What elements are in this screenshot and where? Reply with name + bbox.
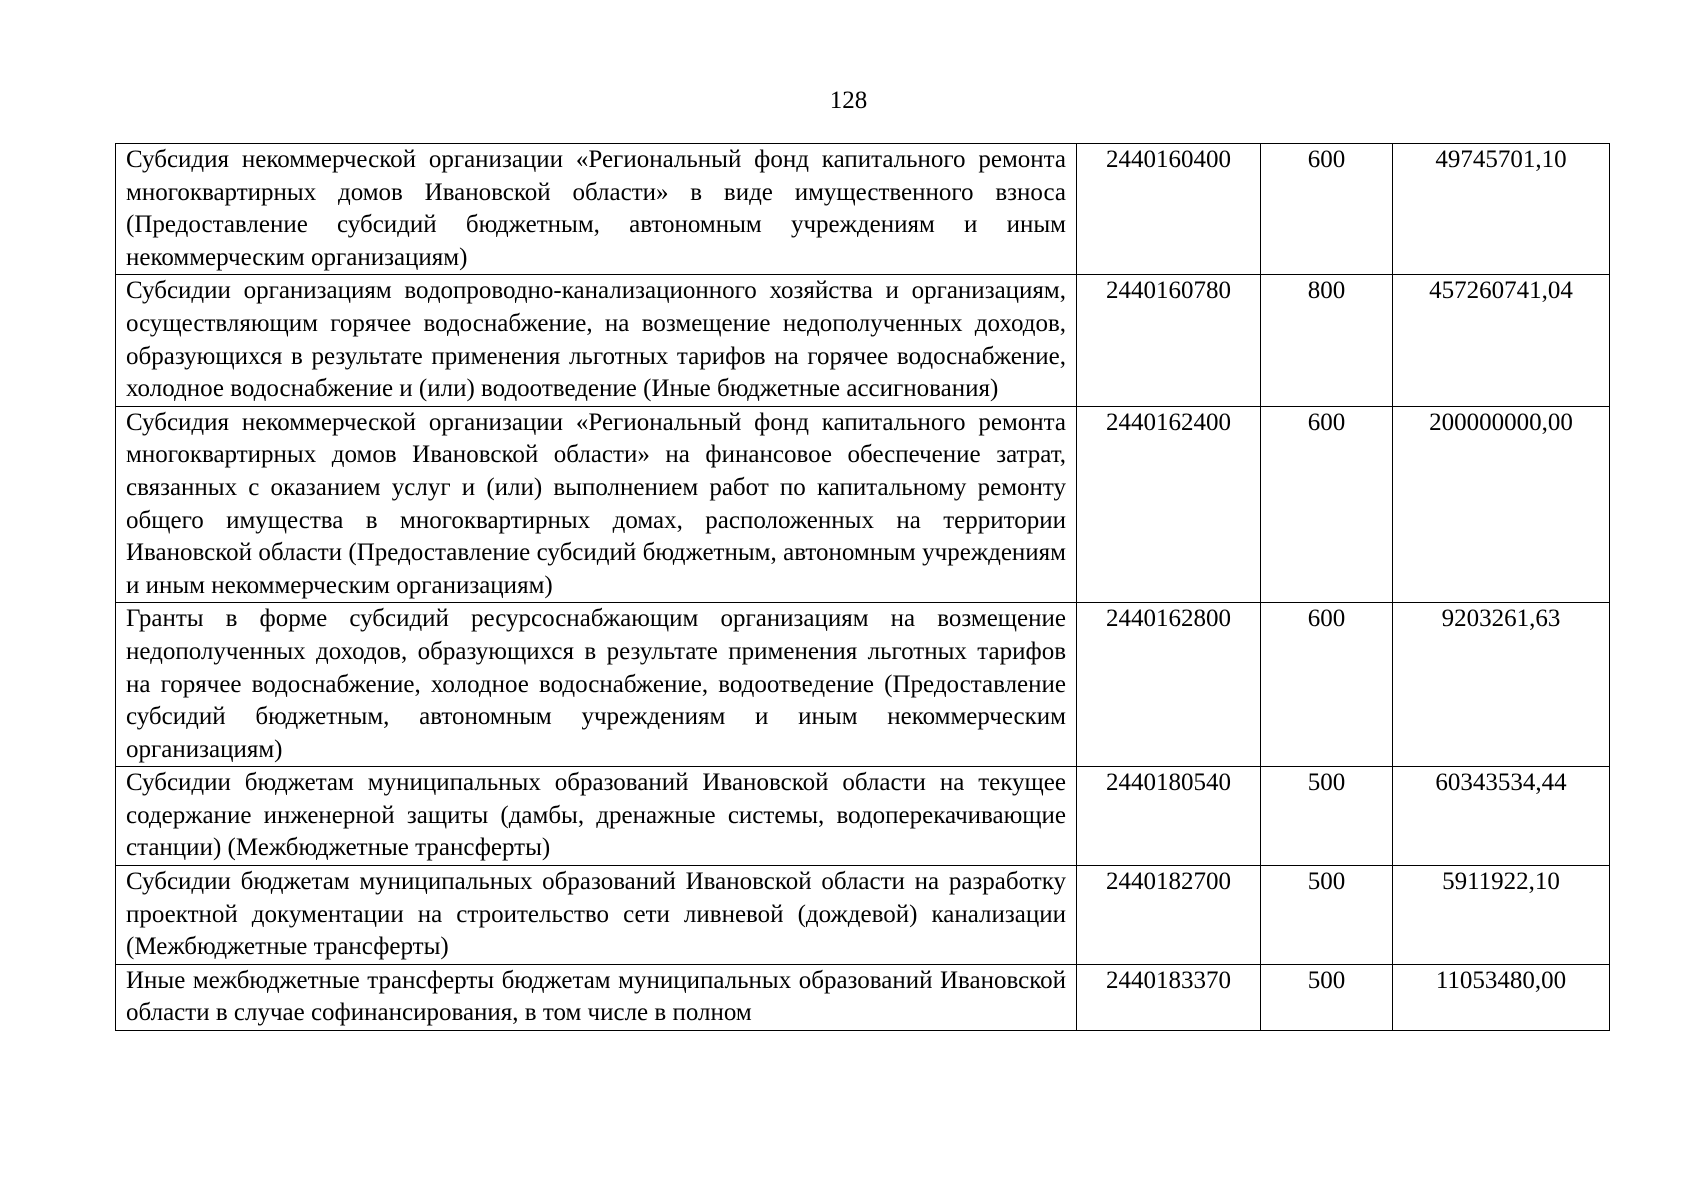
row-sum: 5911922,10: [1393, 866, 1610, 965]
row-sum: 457260741,04: [1393, 275, 1610, 406]
row-expense-type: 500: [1261, 767, 1393, 866]
row-sum: 60343534,44: [1393, 767, 1610, 866]
row-expense-type: 600: [1261, 603, 1393, 767]
row-sum: 11053480,00: [1393, 964, 1610, 1030]
table-row: [116, 406, 1610, 603]
table-row: [116, 144, 1610, 275]
row-code: 2440162400: [1077, 406, 1261, 603]
row-sum: 200000000,00: [1393, 406, 1610, 603]
table-row: [116, 603, 1610, 767]
table-row: [116, 964, 1610, 1030]
row-name: Субсидии организациям водопроводно-канализационного хозяйства и организациям, осуществляющим горячее водоснабжение, на возмещение недополученных доходов, образующихся в результате применения льготных тарифов на горячее водоснабжение, холодное водоснабжение и (или) водоотведение (Иные бюджетные ассигнования): [116, 275, 1077, 406]
row-name: Гранты в форме субсидий ресурсоснабжающим организациям на возмещение недополученных доходов, образующихся в результате применения льготных тарифов на горячее водоснабжение, холодное водоснабжение, водоотведение (Предоставление субсидий бюджетным, автономным учреждениям и иным некоммерческим организациям): [116, 603, 1077, 767]
row-name: Субсидия некоммерческой организации «Региональный фонд капитального ремонта многоквартирных домов Ивановской области» в виде имущественного взноса (Предоставление субсидий бюджетным, автономным учреждениям и иным некоммерческим организациям): [116, 144, 1077, 275]
row-code: 2440160780: [1077, 275, 1261, 406]
row-name: Субсидии бюджетам муниципальных образований Ивановской области на разработку проектной документации на строительство сети ливневой (дождевой) канализации (Межбюджетные трансферты): [116, 866, 1077, 965]
row-sum: 9203261,63: [1393, 603, 1610, 767]
row-expense-type: 500: [1261, 866, 1393, 965]
row-code: 2440162800: [1077, 603, 1261, 767]
row-code: 2440160400: [1077, 144, 1261, 275]
row-code: 2440182700: [1077, 866, 1261, 965]
row-expense-type: 600: [1261, 144, 1393, 275]
row-name: Субсидии бюджетам муниципальных образований Ивановской области на текущее содержание инженерной защиты (дамбы, дренажные системы, водоперекачивающие станции) (Межбюджетные трансферты): [116, 767, 1077, 866]
row-sum: 49745701,10: [1393, 144, 1610, 275]
row-code: 2440183370: [1077, 964, 1261, 1030]
table-row: [116, 767, 1610, 866]
table-row: [116, 866, 1610, 965]
row-code: 2440180540: [1077, 767, 1261, 866]
row-expense-type: 600: [1261, 406, 1393, 603]
budget-table: [115, 143, 1610, 1031]
page-number: 128: [829, 87, 868, 114]
row-expense-type: 500: [1261, 964, 1393, 1030]
table-row: [116, 275, 1610, 406]
row-name: Иные межбюджетные трансферты бюджетам муниципальных образований Ивановской области в случае софинансирования, в том числе в полном: [116, 964, 1077, 1030]
row-expense-type: 800: [1261, 275, 1393, 406]
row-name: Субсидия некоммерческой организации «Региональный фонд капитального ремонта многоквартирных домов Ивановской области» на финансовое обеспечение затрат, связанных с оказанием услуг и (или) выполнением работ по капитальному ремонту общего имущества в многоквартирных домах, расположенных на территории Ивановской области (Предоставление субсидий бюджетным, автономным учреждениям и иным некоммерческим организациям): [116, 406, 1077, 603]
